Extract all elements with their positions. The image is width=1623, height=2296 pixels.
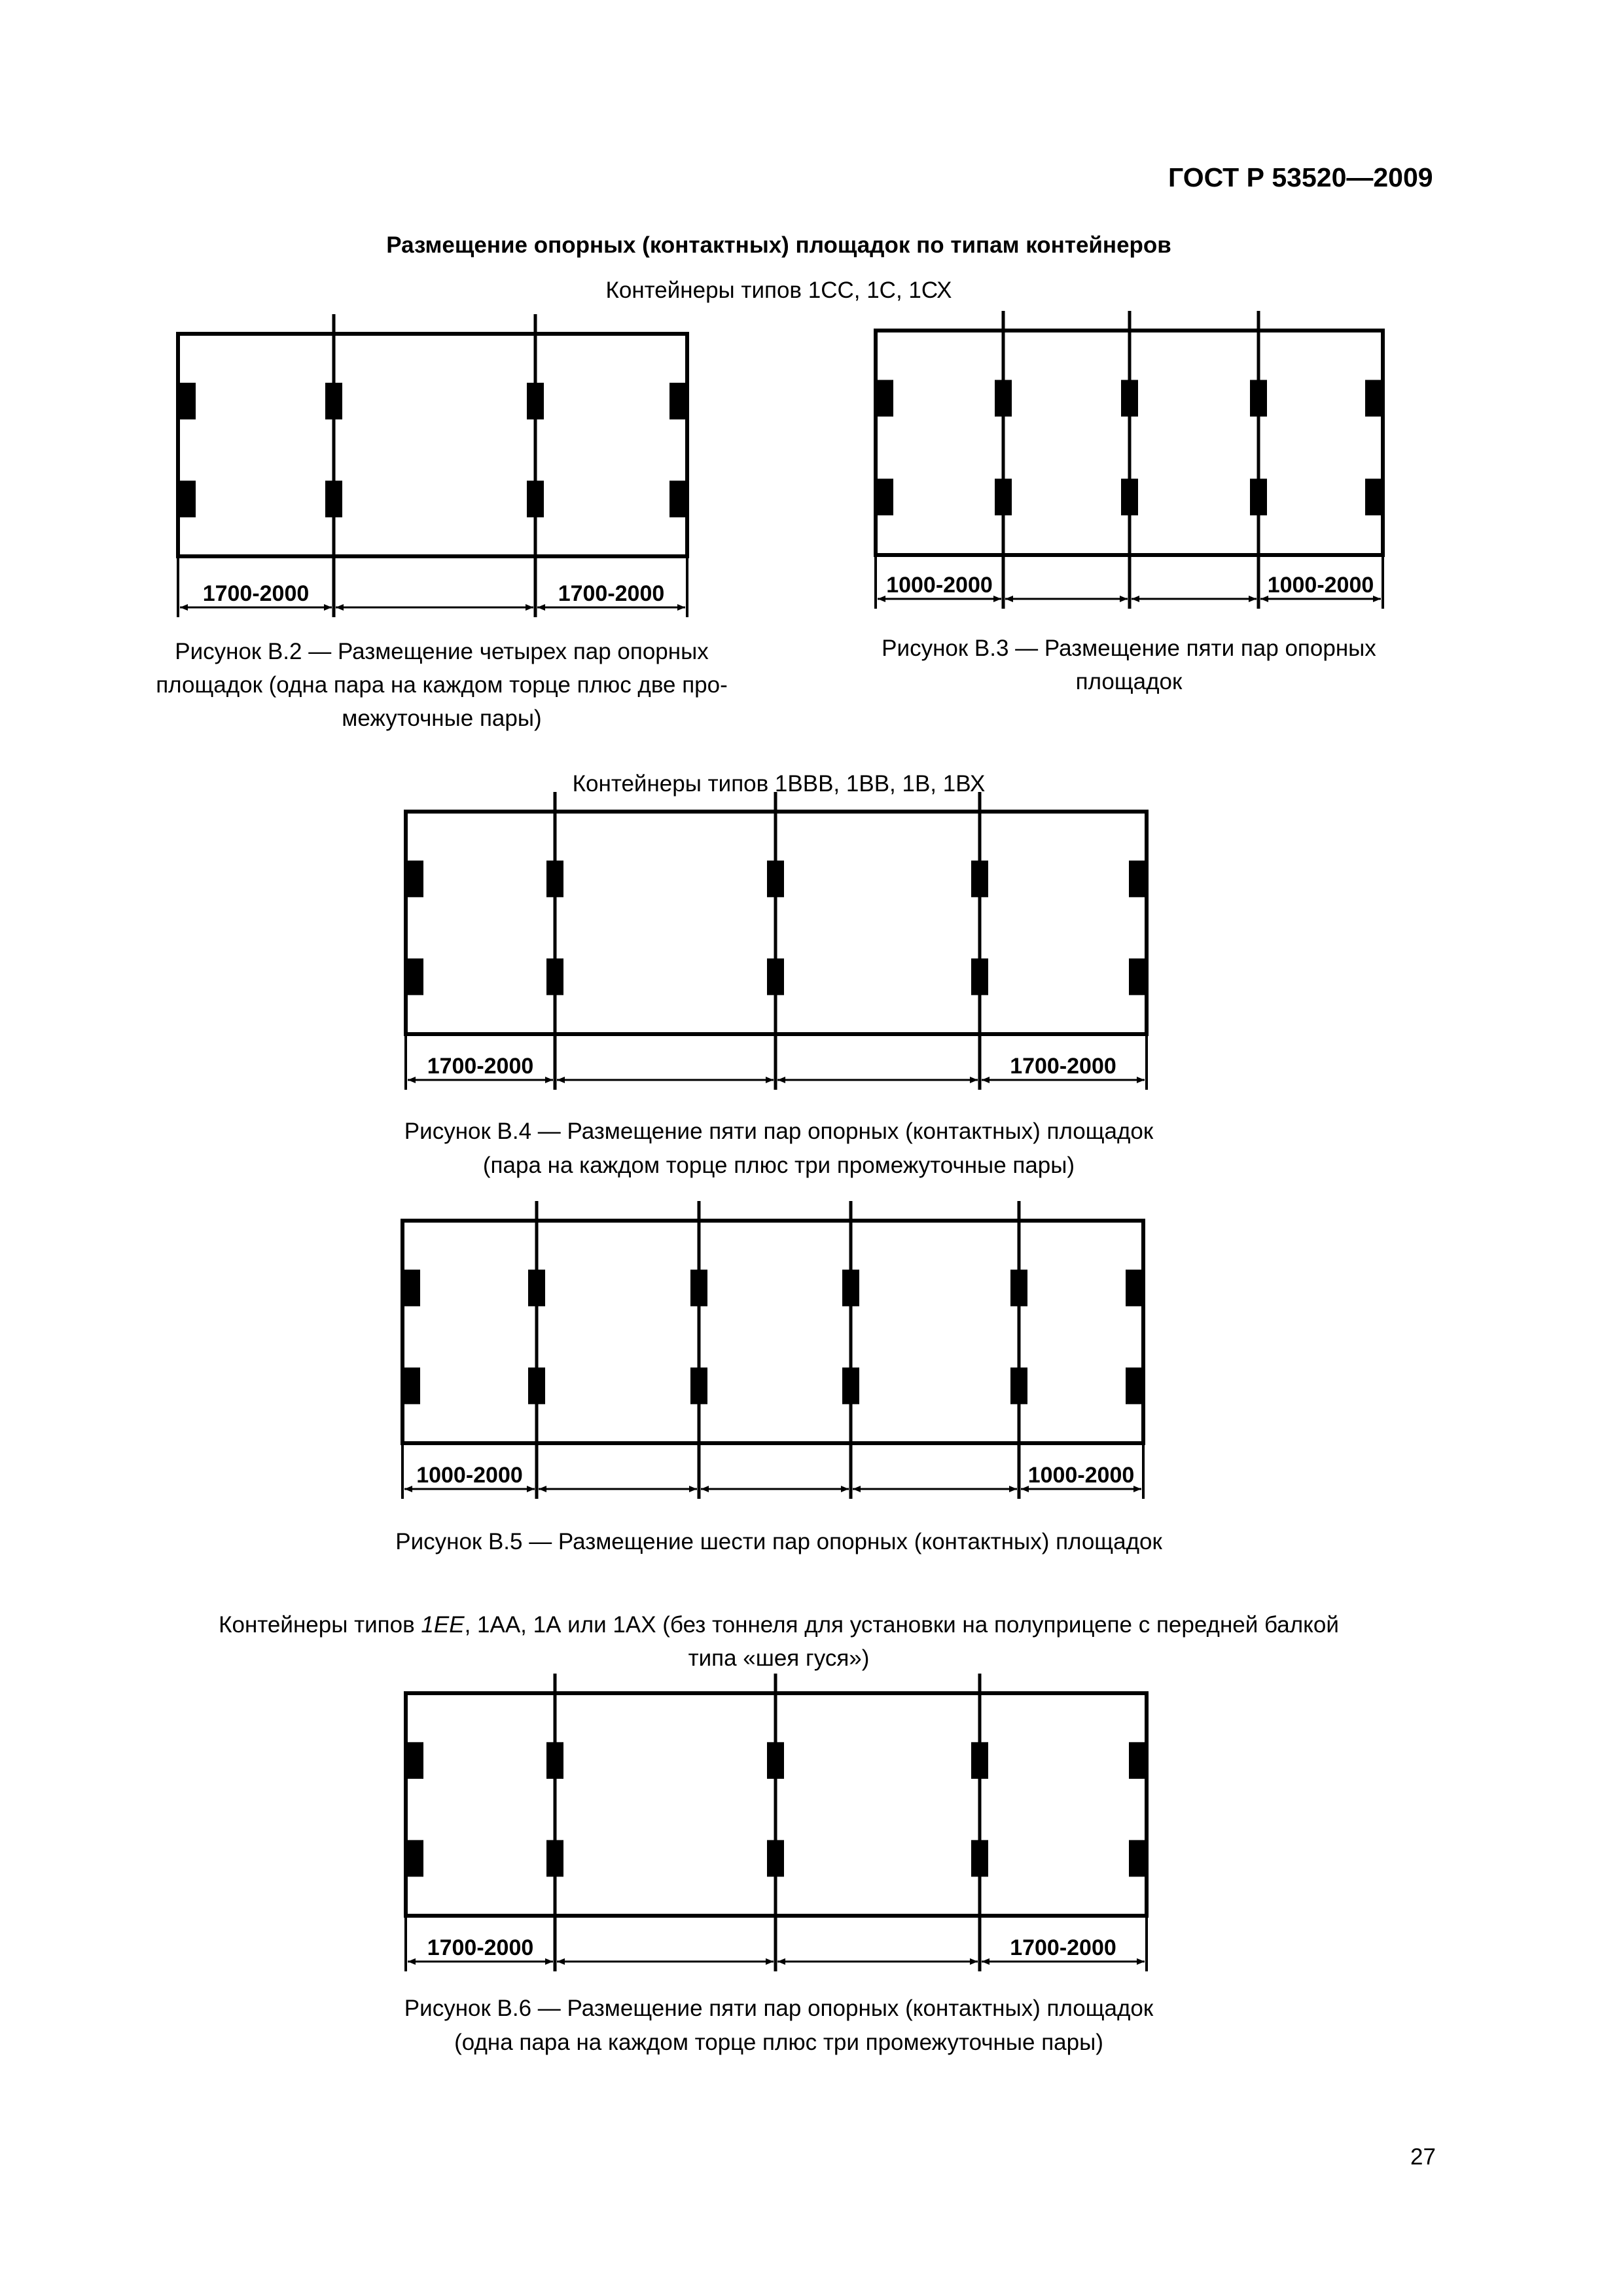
intermediate-pad [971, 1742, 988, 1779]
figure-b5-diagram [402, 1201, 1143, 1499]
end-pad-right [1129, 1742, 1146, 1779]
intermediate-pad [325, 383, 342, 420]
document-code: ГОСТ Р 53520—2009 [1168, 162, 1433, 192]
end-pad-left [179, 480, 196, 517]
end-pad-right [1129, 861, 1146, 897]
intermediate-pad [971, 1840, 988, 1876]
intermediate-pad [527, 480, 544, 517]
figure-b2-caption: Рисунок В.2 — Размещение четырех пар опорных площадок (одна пара на каждом торце плюс две про-межуточные пары) [156, 639, 728, 731]
figure-b4-diagram [406, 792, 1147, 1090]
intermediate-pad [325, 480, 342, 517]
intermediate-pad [995, 380, 1012, 416]
figure-b6-caption-line1: Рисунок В.6 — Размещение пяти пар опорных (контактных) площадок [404, 1996, 1154, 2021]
intermediate-pad [767, 958, 784, 995]
end-pad-left [179, 383, 196, 420]
intermediate-pad [528, 1270, 545, 1306]
dimension-label-left: 1700-2000 [427, 1935, 534, 1960]
dimension-label-right: 1000-2000 [1027, 1463, 1135, 1488]
intermediate-pad [842, 1270, 859, 1306]
end-pad-right [1365, 380, 1382, 416]
intermediate-pad [690, 1367, 707, 1404]
end-pad-left [876, 478, 893, 515]
dimension-label-right: 1700-2000 [558, 581, 665, 606]
figure-b2-diagram [178, 314, 687, 617]
intermediate-pad [1250, 478, 1267, 515]
end-pad-left [406, 861, 423, 897]
intermediate-pad [767, 1742, 784, 1779]
container-outline [402, 1221, 1143, 1443]
intermediate-pad [528, 1367, 545, 1404]
intermediate-pad [546, 1742, 563, 1779]
intermediate-pad [1010, 1367, 1027, 1404]
intermediate-pad [690, 1270, 707, 1306]
dimension-label-left: 1000-2000 [416, 1463, 523, 1488]
end-pad-right [1126, 1367, 1143, 1404]
intermediate-pad [842, 1367, 859, 1404]
end-pad-left [876, 380, 893, 416]
intermediate-pad [546, 958, 563, 995]
end-pad-left [406, 1742, 423, 1779]
dimension-label-right: 1700-2000 [1010, 1935, 1116, 1960]
intermediate-pad [995, 478, 1012, 515]
figure-b4-caption-line2: (пара на каждом торце плюс три промежуточные пары) [482, 1153, 1075, 1178]
figure-b4-caption-line1: Рисунок В.4 — Размещение пяти пар опорных (контактных) площадок [404, 1119, 1154, 1144]
page-number: 27 [1410, 2144, 1436, 2170]
intermediate-pad [546, 861, 563, 897]
intermediate-pad [1010, 1270, 1027, 1306]
intermediate-pad [767, 1840, 784, 1876]
figure-b3-caption: Рисунок В.3 — Размещение пяти пар опорных площадок [882, 636, 1376, 694]
intermediate-pad [971, 861, 988, 897]
end-pad-right [1129, 958, 1146, 995]
end-pad-right [1365, 478, 1382, 515]
intermediate-pad [1121, 380, 1138, 416]
group3-label-line2: типа «шея гуся») [688, 1645, 870, 1671]
end-pad-right [669, 383, 687, 420]
end-pad-left [406, 1840, 423, 1876]
end-pad-right [669, 480, 687, 517]
dimension-label-left: 1700-2000 [202, 581, 310, 606]
intermediate-pad [767, 861, 784, 897]
group1-label: Контейнеры типов 1СС, 1С, 1СХ [605, 278, 952, 303]
intermediate-pad [546, 1840, 563, 1876]
section-title: Размещение опорных (контактных) площадок по типам контейнеров [386, 232, 1171, 258]
dimension-label-right: 1000-2000 [1267, 573, 1374, 598]
dimension-label-right: 1700-2000 [1010, 1054, 1116, 1079]
figure-b6-caption-line2: (одна пара на каждом торце плюс три промежуточные пары) [454, 2030, 1103, 2055]
end-pad-right [1126, 1270, 1143, 1306]
figure-b5-caption: Рисунок В.5 — Размещение шести пар опорных (контактных) площадок [395, 1529, 1162, 1554]
end-pad-right [1129, 1840, 1146, 1876]
figure-b6-diagram [406, 1674, 1147, 1971]
end-pad-left [403, 1270, 420, 1306]
container-outline [178, 334, 687, 556]
group3-label-line1: Контейнеры типов 1ЕЕ, 1АА, 1А или 1АХ (без тоннеля для установки на полуприцепе с передней балкой [219, 1612, 1339, 1638]
intermediate-pad [1250, 380, 1267, 416]
dimension-label-left: 1700-2000 [427, 1054, 534, 1079]
intermediate-pad [527, 383, 544, 420]
dimension-label-left: 1000-2000 [886, 573, 993, 598]
intermediate-pad [1121, 478, 1138, 515]
group2-label: Контейнеры типов 1ВВВ, 1ВВ, 1В, 1ВХ [572, 771, 986, 797]
end-pad-left [406, 958, 423, 995]
figure-b3-diagram [876, 311, 1383, 609]
intermediate-pad [971, 958, 988, 995]
end-pad-left [403, 1367, 420, 1404]
